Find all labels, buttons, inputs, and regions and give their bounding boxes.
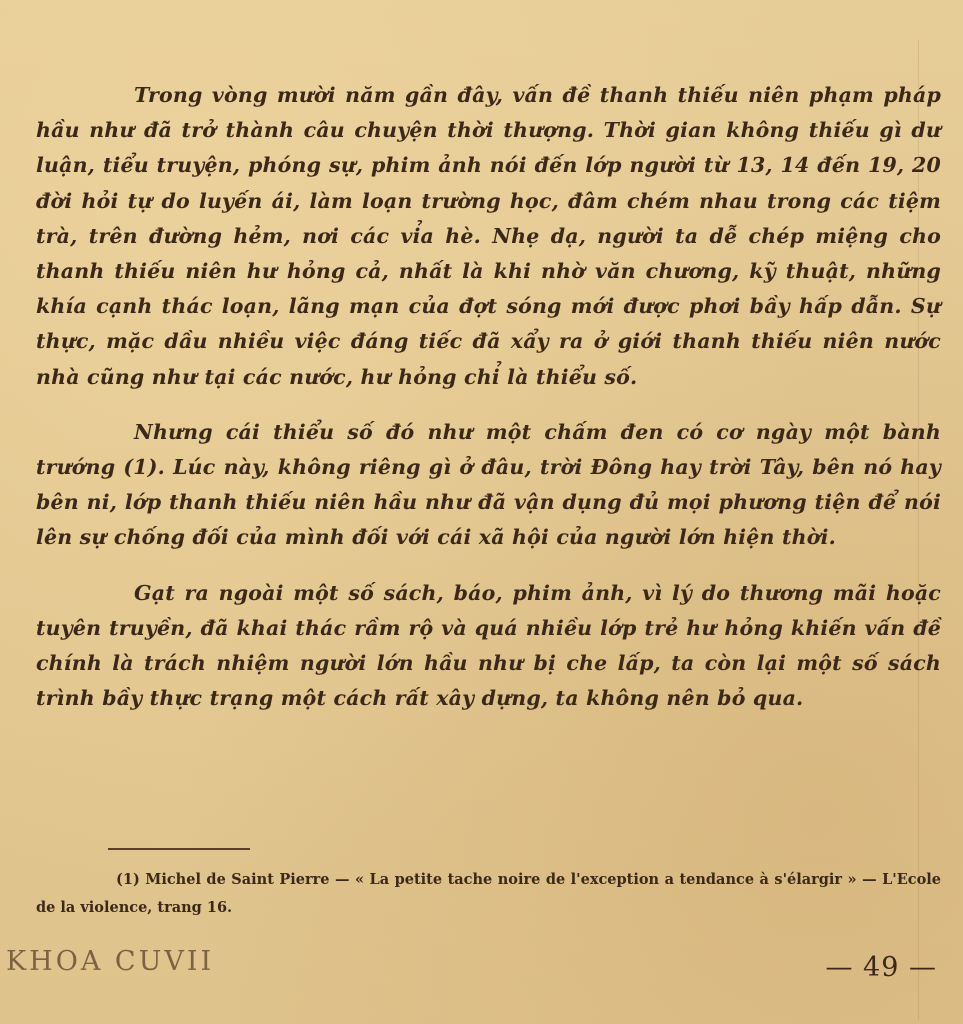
body-text xyxy=(36,78,941,736)
paragraph-3: Gạt ra ngoài một số sách, báo, phim ảnh, vì lý do thương mãi hoặc tuyên truyền, đã khai thác rầm rộ và quá nhiều lớp trẻ hư hỏng khiến vấn đề chính là trách nhiệm người lớn hầu như bị che lấp, ta còn lại một số sách trình bầy thực trạng một cách rất xây dựng, ta không nên bỏ qua. xyxy=(36,580,941,711)
footnote-divider xyxy=(108,848,250,850)
footnote: (1) Michel de Saint Pierre — « La petite tache noire de l'exception a tendance à s'élargir » — L'Ecole de la violence, trang 16. xyxy=(36,871,941,916)
page-number: — 49 — xyxy=(825,952,937,983)
paragraph-2: Nhưng cái thiểu số đó như một chấm đen có cơ ngày một bành trướng (1). Lúc này, không riêng gì ở đâu, trời Đông hay trời Tây, bên nó hay bên ni, lớp thanh thiếu niên hầu như đã vận dụng đủ mọi phương tiện để nói lên sự chống đối của mình đối với cái xã hội của người lớn hiện thời. xyxy=(36,419,941,550)
paragraph-1: Trong vòng mười năm gần đây, vấn đề thanh thiếu niên phạm pháp hầu như đã trở thành câu chuyện thời thượng. Thời gian không thiếu gì dư luận, tiểu truyện, phóng sự, phim ảnh nói đến lớp người từ 13, 14 đến 19, 20 đời hỏi tự do luyến ái, làm loạn trường học, đâm chém nhau trong các tiệm trà, trên đường hẻm, nơi các vỉa hè. Nhẹ dạ, người ta dễ chép miệng cho thanh thiếu niên hư hỏng cả, nhất là khi nhờ văn chương, kỹ thuật, những khía cạnh thác loạn, lãng mạn của đợt sóng mới được phơi bầy hấp dẫn. Sự thực, mặc dầu nhiều việc đáng tiếc đã xẩy ra ở giới thanh thiếu niên nước nhà cũng như tại các nước, hư hỏng chỉ là thiểu số. xyxy=(36,83,941,389)
running-footer: KHOA CUVII xyxy=(6,946,215,977)
